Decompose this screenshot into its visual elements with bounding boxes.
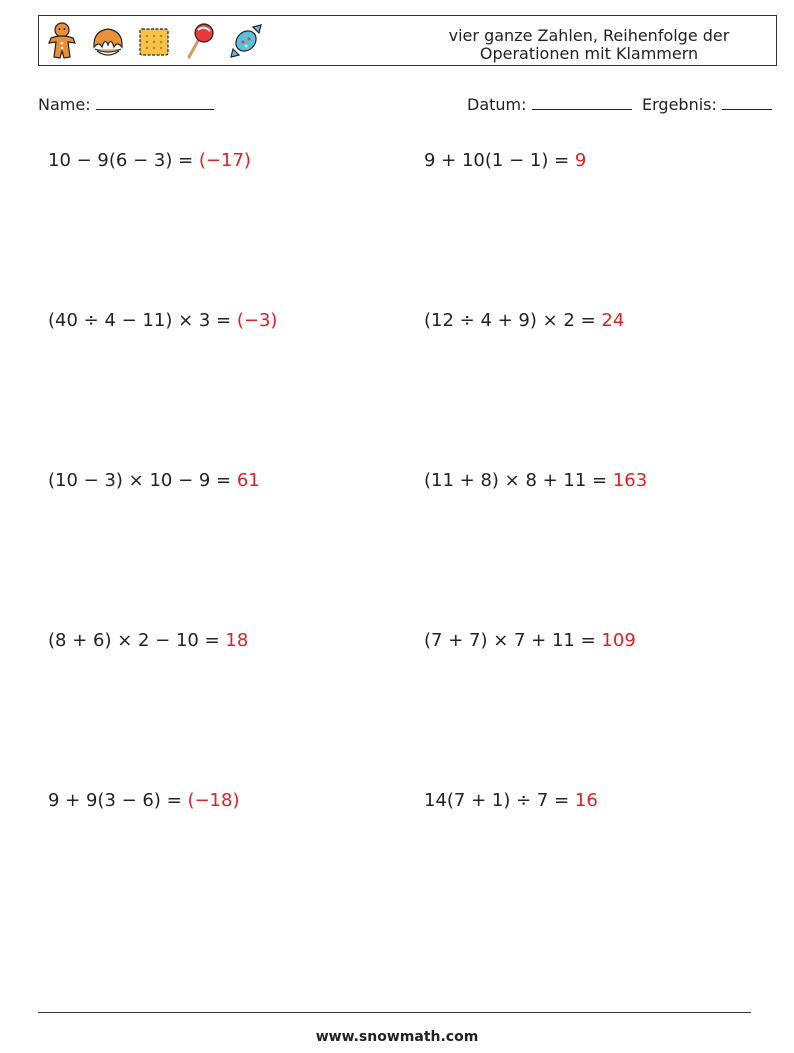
icon-row <box>43 21 265 61</box>
problem-3 <box>48 310 277 331</box>
problem-answer: (−17) <box>198 150 251 171</box>
result-blank[interactable] <box>722 93 772 110</box>
footer-divider <box>38 1012 751 1013</box>
date-field <box>467 93 632 114</box>
problem-answer: 16 <box>574 790 598 811</box>
problem-4 <box>424 310 624 331</box>
cracker-icon <box>135 21 173 61</box>
problem-answer: 9 <box>574 150 587 171</box>
problem-answer: (−18) <box>187 790 240 811</box>
problem-expression: (40 ÷ 4 − 11) × 3 = <box>48 310 237 331</box>
problem-5 <box>48 470 260 491</box>
problem-expression: (8 + 6) × 2 − 10 = <box>48 630 226 651</box>
problem-answer: 163 <box>612 470 648 491</box>
lollipop-icon <box>181 21 219 61</box>
problem-2 <box>424 150 586 171</box>
problem-expression: (7 + 7) × 7 + 11 = <box>424 630 602 651</box>
date-label: Datum: <box>467 95 527 114</box>
name-label: Name: <box>38 95 91 114</box>
problem-answer: 24 <box>601 310 625 331</box>
problem-expression: (11 + 8) × 8 + 11 = <box>424 470 613 491</box>
gingerbread-icon <box>43 21 81 61</box>
result-field <box>642 93 772 114</box>
croissant-icon <box>89 21 127 61</box>
problem-expression: (12 ÷ 4 + 9) × 2 = <box>424 310 602 331</box>
result-label: Ergebnis: <box>642 95 717 114</box>
problem-expression: 10 − 9(6 − 3) = <box>48 150 199 171</box>
problem-10 <box>424 790 598 811</box>
name-blank[interactable] <box>96 93 214 110</box>
problem-answer: (−3) <box>236 310 278 331</box>
problem-1 <box>48 150 251 171</box>
problem-expression: 14(7 + 1) ÷ 7 = <box>424 790 575 811</box>
worksheet-title <box>439 27 739 63</box>
problem-answer: 61 <box>236 470 260 491</box>
candy-icon <box>227 21 265 61</box>
problem-8 <box>424 630 636 651</box>
name-field <box>38 93 214 114</box>
problem-answer: 109 <box>601 630 636 651</box>
problem-answer: 18 <box>225 630 249 651</box>
title-line-2: Operationen mit Klammern <box>479 44 699 63</box>
footer-website[interactable]: www.snowmath.com <box>315 1029 479 1045</box>
problem-6 <box>424 470 647 491</box>
problem-7 <box>48 630 248 651</box>
title-line-1: vier ganze Zahlen, Reihenfolge der <box>448 26 730 45</box>
date-blank[interactable] <box>532 93 632 110</box>
header-box <box>38 15 777 66</box>
problem-expression: (10 − 3) × 10 − 9 = <box>48 470 237 491</box>
problem-9 <box>48 790 239 811</box>
problem-expression: 9 + 10(1 − 1) = <box>424 150 575 171</box>
problem-expression: 9 + 9(3 − 6) = <box>48 790 188 811</box>
